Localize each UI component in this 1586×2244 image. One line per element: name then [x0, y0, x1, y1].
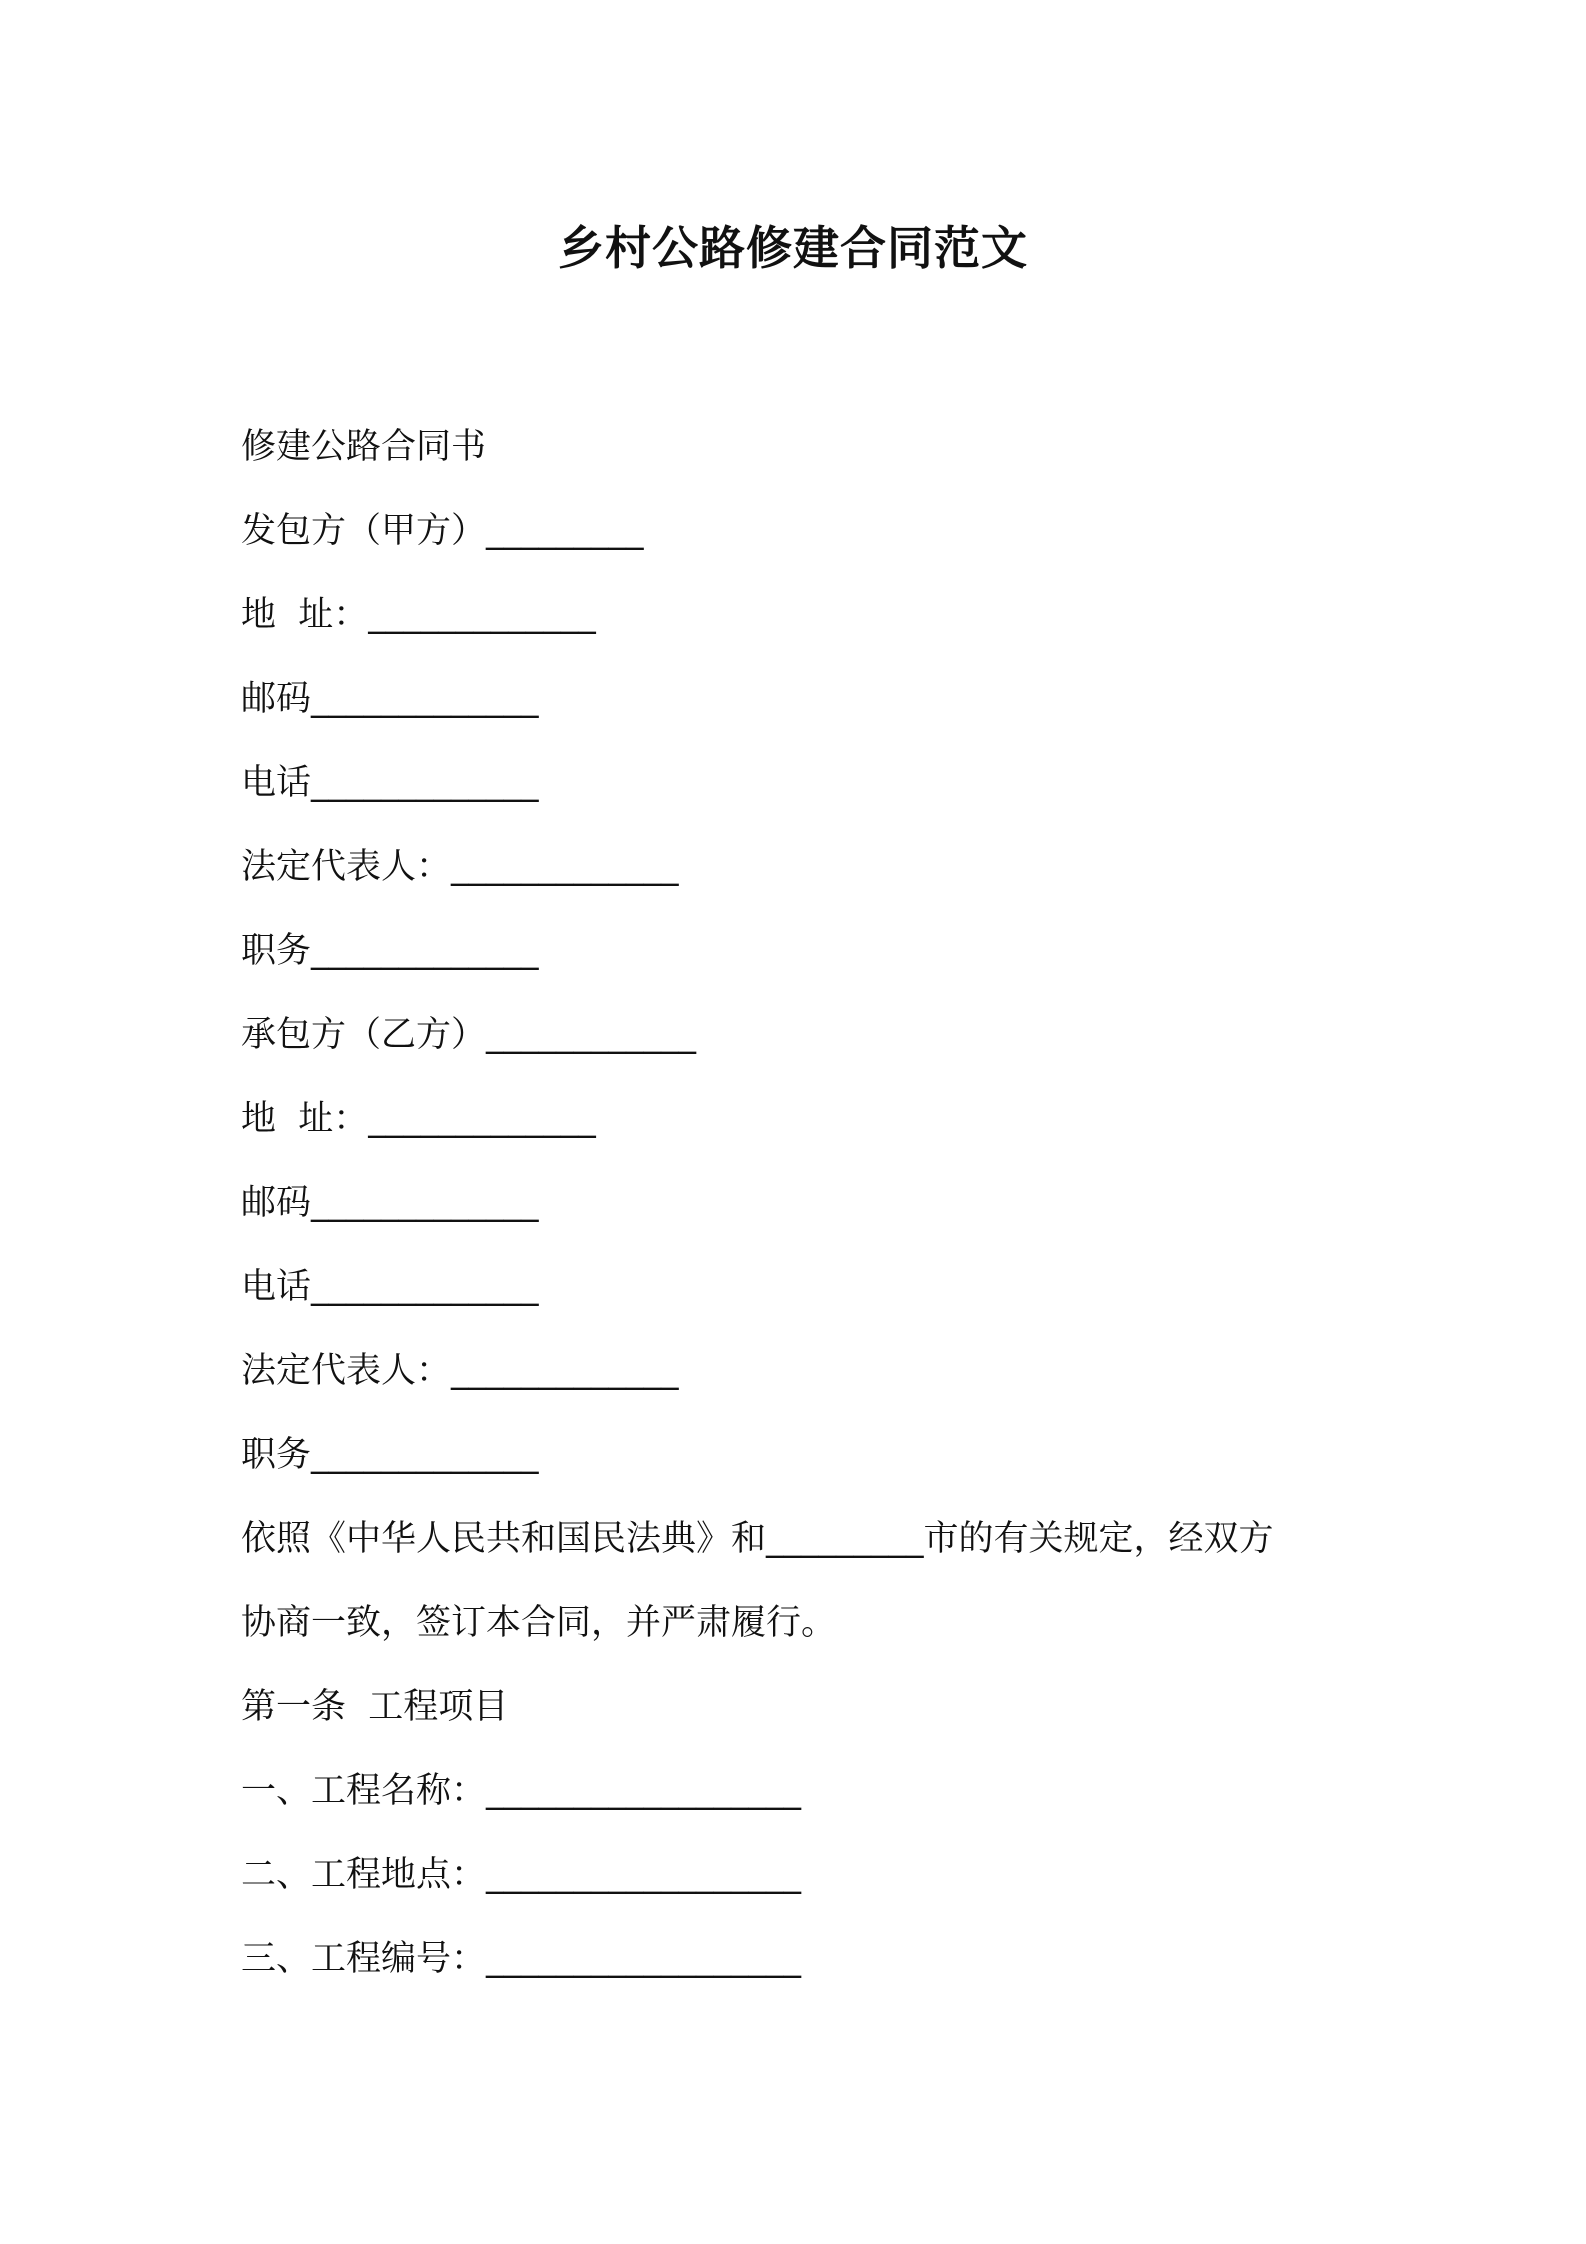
party-b-legal-representative: 法定代表人：_____________: [241, 1351, 679, 1391]
project-number-line: 三、工程编号：__________________: [241, 1939, 802, 1979]
party-b-line: 承包方（乙方）____________: [241, 1015, 697, 1055]
article-1-heading: 第一条 工程项目: [241, 1687, 509, 1727]
party-a-line: 发包方（甲方）_________: [241, 511, 644, 551]
party-b-address: 地 址：_____________: [241, 1099, 596, 1139]
party-a-address: 地 址：_____________: [241, 595, 596, 635]
party-a-phone: 电话_____________: [241, 763, 539, 803]
party-b-phone: 电话_____________: [241, 1267, 539, 1307]
party-b-postcode: 邮码_____________: [241, 1183, 539, 1223]
document-title: 乡村公路修建合同范文: [558, 221, 1028, 275]
preamble-line-1: 依照《中华人民共和国民法典》和_________市的有关规定，经双方: [241, 1519, 1274, 1559]
party-a-postcode: 邮码_____________: [241, 679, 539, 719]
document-body: [241, 405, 1361, 2001]
preamble-line-2: 协商一致，签订本合同，并严肃履行。: [241, 1603, 837, 1643]
project-name-line: 一、工程名称：__________________: [241, 1771, 802, 1811]
party-a-legal-representative: 法定代表人：_____________: [241, 847, 679, 887]
party-b-position: 职务_____________: [241, 1435, 539, 1475]
contract-heading: 修建公路合同书: [241, 427, 487, 467]
party-a-position: 职务_____________: [241, 931, 539, 971]
project-location-line: 二、工程地点：__________________: [241, 1855, 802, 1895]
